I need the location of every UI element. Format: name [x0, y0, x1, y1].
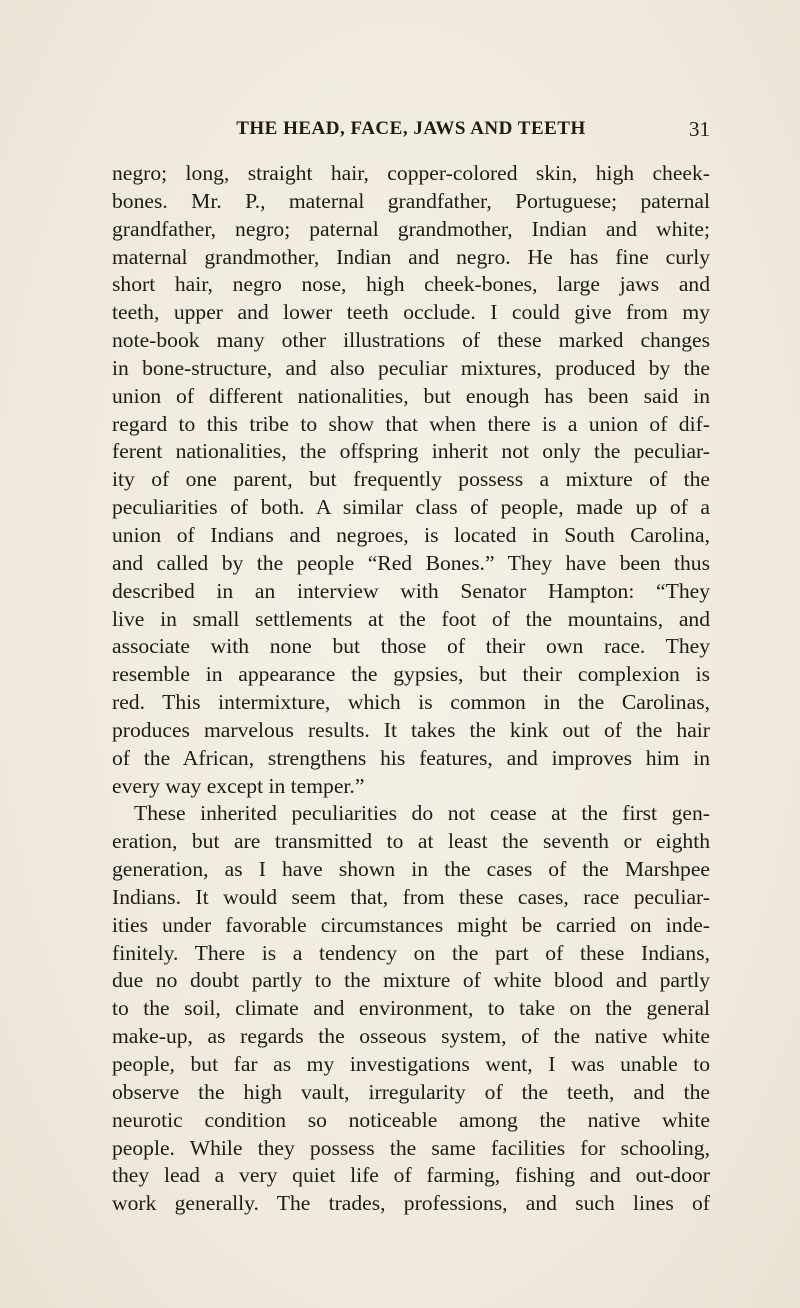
text-line: union of Indians and negroes, is located in South Carolina,: [112, 522, 710, 547]
text-line: described in an interview with Senator Hampton: “They: [112, 578, 710, 603]
text-line: ities under favorable circumstances might be carried on inde-: [112, 912, 710, 937]
text-line: produces marvelous results. It takes the kink out of the hair: [112, 717, 710, 742]
text-line: they lead a very quiet life of farming, fishing and out-door: [112, 1163, 710, 1188]
text-line: teeth, upper and lower teeth occlude. I could give from my: [112, 300, 710, 325]
text-line: regard to this tribe to show that when there is a union of dif-: [112, 411, 710, 436]
text-line: in bone-structure, and also peculiar mixtures, produced by the: [112, 355, 710, 380]
text-line: eration, but are transmitted to at least the seventh or eighth: [112, 829, 710, 854]
text-line: note-book many other illustrations of these marked changes: [112, 328, 710, 353]
text-line: generation, as I have shown in the cases of the Marshpee: [112, 857, 710, 882]
text-line: to the soil, climate and environment, to take on the general: [112, 996, 710, 1021]
text-line: union of different nationalities, but enough has been said in: [112, 383, 710, 408]
text-line: and called by the people “Red Bones.” They have been thus: [112, 550, 710, 575]
text-line: due no doubt partly to the mixture of white blood and partly: [112, 968, 710, 993]
text-line: peculiarities of both. A similar class of people, made up of a: [112, 495, 710, 520]
text-line: live in small settlements at the foot of the mountains, and: [112, 606, 710, 631]
text-line: Indians. It would seem that, from these cases, race peculiar-: [112, 884, 710, 909]
text-line: work generally. The trades, professions, and such lines of: [112, 1191, 710, 1216]
page-number: 31: [689, 117, 710, 141]
text-line: ferent nationalities, the offspring inherit not only the peculiar-: [112, 439, 710, 464]
text-line: grandfather, negro; paternal grandmother, Indian and white;: [112, 216, 710, 241]
text-line: short hair, negro nose, high cheek-bones, large jaws and: [112, 272, 710, 297]
text-line: associate with none but those of their own race. They: [112, 634, 710, 659]
text-line: every way except in temper.”: [112, 773, 365, 798]
text-line: observe the high vault, irregularity of the teeth, and the: [112, 1079, 710, 1104]
text-line: These inherited peculiarities do not cease at the first gen-: [134, 801, 710, 826]
text-line: people. While they possess the same facilities for schooling,: [112, 1135, 710, 1160]
text-line: bones. Mr. P., maternal grandfather, Portuguese; paternal: [112, 188, 710, 213]
text-line: negro; long, straight hair, copper-colored skin, high cheek-: [112, 161, 710, 185]
text-line: neurotic condition so noticeable among the native white: [112, 1107, 710, 1132]
body-text: [112, 160, 710, 1218]
running-head: [112, 118, 710, 144]
text-line: ity of one parent, but frequently possess a mixture of the: [112, 467, 710, 492]
text-line: maternal grandmother, Indian and negro. He has fine curly: [112, 244, 710, 269]
text-line: make-up, as regards the osseous system, of the native white: [112, 1024, 710, 1049]
text-line: resemble in appearance the gypsies, but their complexion is: [112, 662, 710, 687]
text-line: red. This intermixture, which is common in the Carolinas,: [112, 690, 710, 715]
text-line: people, but far as my investigations went, I was unable to: [112, 1052, 710, 1076]
running-title: THE HEAD, FACE, JAWS AND TEETH: [236, 118, 586, 139]
text-line: of the African, strengthens his features, and improves him in: [112, 745, 710, 770]
text-line: finitely. There is a tendency on the part of these Indians,: [112, 940, 710, 965]
